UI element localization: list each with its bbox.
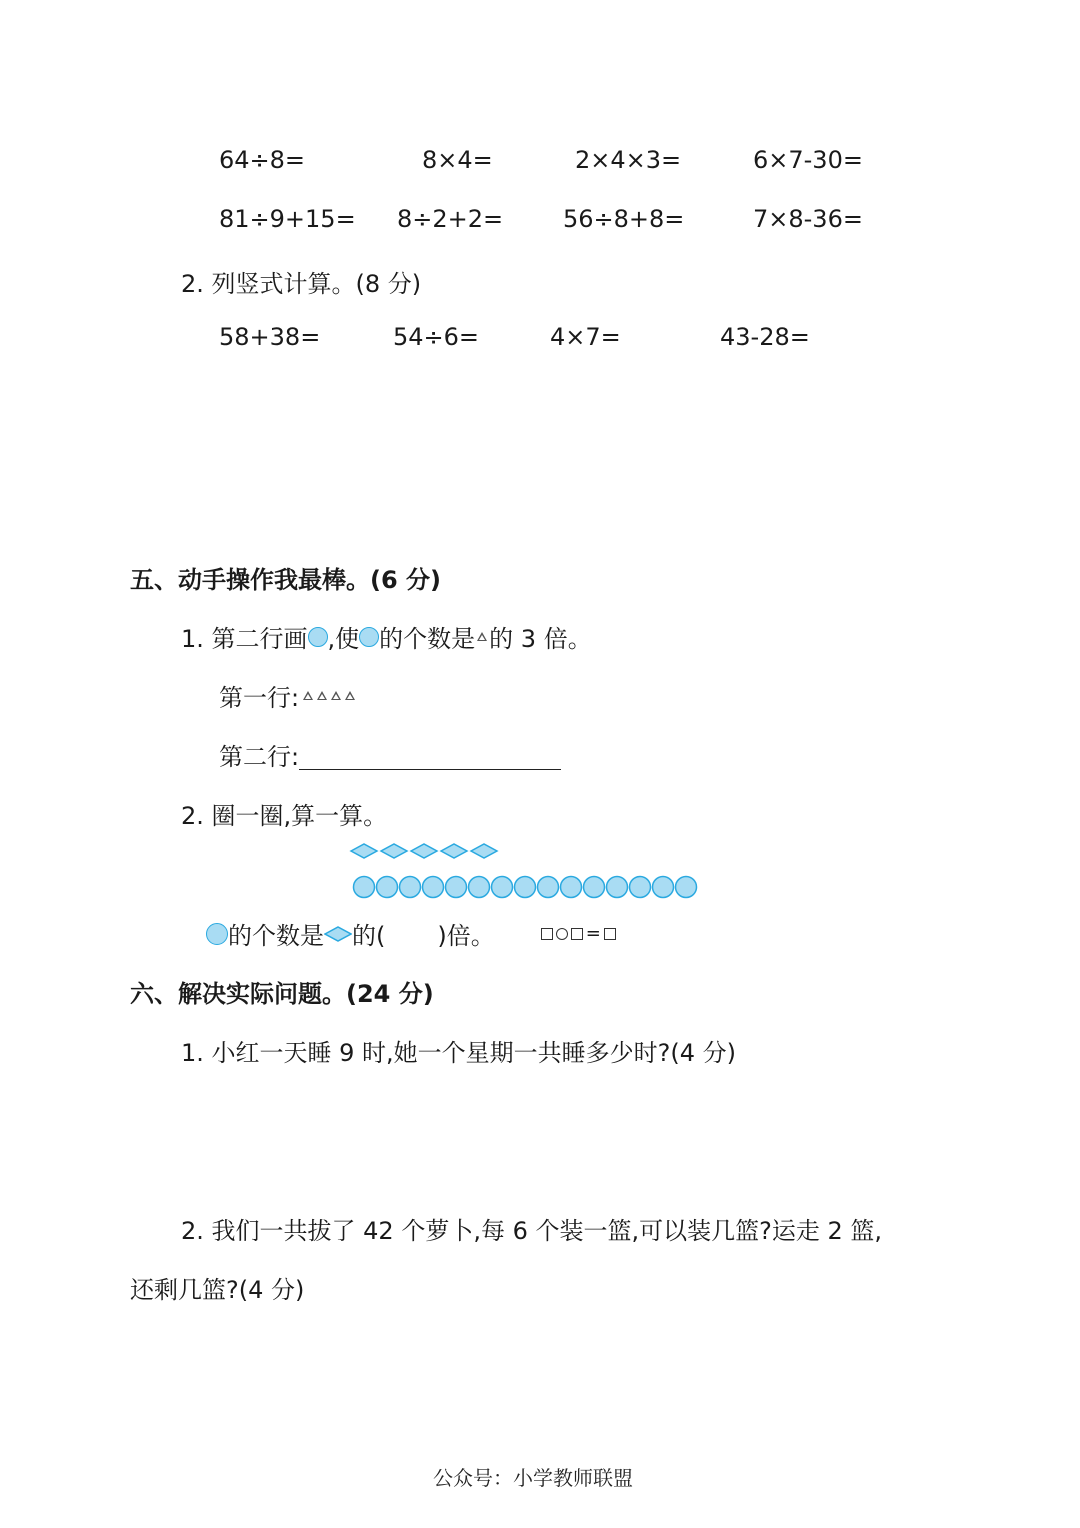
- diamond-shape: [411, 844, 437, 858]
- circle-shape[interactable]: [377, 877, 398, 898]
- section5-q2-title: 2. 圈一圈,算一算。: [181, 802, 388, 830]
- triangle-icon: [345, 691, 355, 700]
- vertical-calc-1: 58+38=: [219, 323, 321, 351]
- circle-shape[interactable]: [423, 877, 444, 898]
- diamond-icon: [324, 925, 352, 943]
- triangle-icon: [477, 632, 487, 641]
- circle-shape[interactable]: [446, 877, 467, 898]
- circle-shape[interactable]: [515, 877, 536, 898]
- section6-title: 六、解决实际问题。(24 分): [130, 980, 434, 1008]
- circle-shape[interactable]: [676, 877, 697, 898]
- circle-icon: [359, 627, 379, 647]
- operator-circle-icon[interactable]: [556, 928, 568, 940]
- row1: [219, 678, 357, 713]
- answer-text-a: 的个数是: [228, 922, 324, 950]
- vertical-calc-4: 43-28=: [720, 323, 810, 351]
- q1-text-c: 的个数是: [379, 625, 476, 653]
- footer-watermark: 公众号：小学教师联盟: [433, 1466, 633, 1490]
- answer-text-b: 的(: [352, 922, 386, 950]
- calc-1-4: 6×7-30=: [753, 146, 863, 174]
- triangle-icon: [331, 691, 341, 700]
- section5-q2-answer: [206, 916, 616, 951]
- circle-shape[interactable]: [469, 877, 490, 898]
- diamond-shape: [441, 844, 467, 858]
- circle-shape[interactable]: [354, 877, 375, 898]
- equals-sign: =: [585, 923, 601, 944]
- diamond-shape: [381, 844, 407, 858]
- circle-shape[interactable]: [630, 877, 651, 898]
- diamond-shape: [351, 844, 377, 858]
- vertical-calc-3: 4×7=: [550, 323, 621, 351]
- row1-label: 第一行:: [219, 684, 300, 712]
- circle-shape[interactable]: [607, 877, 628, 898]
- triangle-icon: [303, 691, 313, 700]
- circle-shape[interactable]: [653, 877, 674, 898]
- triangle-icon: [317, 691, 327, 700]
- q1-text-d: 的 3 倍。: [489, 625, 592, 653]
- circle-shape[interactable]: [584, 877, 605, 898]
- calc-2-1: 81÷9+15=: [219, 205, 356, 233]
- section6-q2-line2: 还剩几篮?(4 分): [130, 1276, 305, 1304]
- calc-1-2: 8×4=: [422, 146, 493, 174]
- square-box-icon[interactable]: [571, 928, 583, 940]
- answer-text-c: )倍。: [437, 922, 495, 950]
- circle-shape[interactable]: [400, 877, 421, 898]
- circle-shape[interactable]: [492, 877, 513, 898]
- row2-answer-line[interactable]: [299, 739, 561, 770]
- diamond-shape: [471, 844, 497, 858]
- circle-icon: [308, 627, 328, 647]
- section6-q1: 1. 小红一天睡 9 时,她一个星期一共睡多少时?(4 分): [181, 1039, 737, 1067]
- circle-shape[interactable]: [561, 877, 582, 898]
- square-box-icon[interactable]: [541, 928, 553, 940]
- q1-text-b: ,使: [327, 625, 360, 653]
- square-box-icon[interactable]: [604, 928, 616, 940]
- shapes-figure: [345, 838, 705, 904]
- calc-2-3: 56÷8+8=: [563, 205, 685, 233]
- calc-1-3: 2×4×3=: [575, 146, 682, 174]
- section6-q2-line1: 2. 我们一共拔了 42 个萝卜,每 6 个装一篮,可以装几篮?运走 2 篮,: [181, 1217, 883, 1245]
- circle-shape[interactable]: [538, 877, 559, 898]
- calc-2-4: 7×8-36=: [753, 205, 863, 233]
- equation-template: [541, 923, 616, 944]
- triangle-row: [301, 691, 357, 700]
- calc-2-2: 8÷2+2=: [397, 205, 504, 233]
- section5-title: 五、动手操作我最棒。(6 分): [130, 566, 441, 594]
- vertical-calc-2: 54÷6=: [393, 323, 480, 351]
- calc-1-1: 64÷8=: [219, 146, 306, 174]
- section5-q1: [181, 619, 592, 654]
- circle-icon: [206, 923, 228, 945]
- q1-text-a: 1. 第二行画: [181, 625, 308, 653]
- question-vertical-calc-title: 2. 列竖式计算。(8 分): [181, 270, 422, 298]
- row2: [219, 737, 561, 772]
- row2-label: 第二行:: [219, 743, 300, 771]
